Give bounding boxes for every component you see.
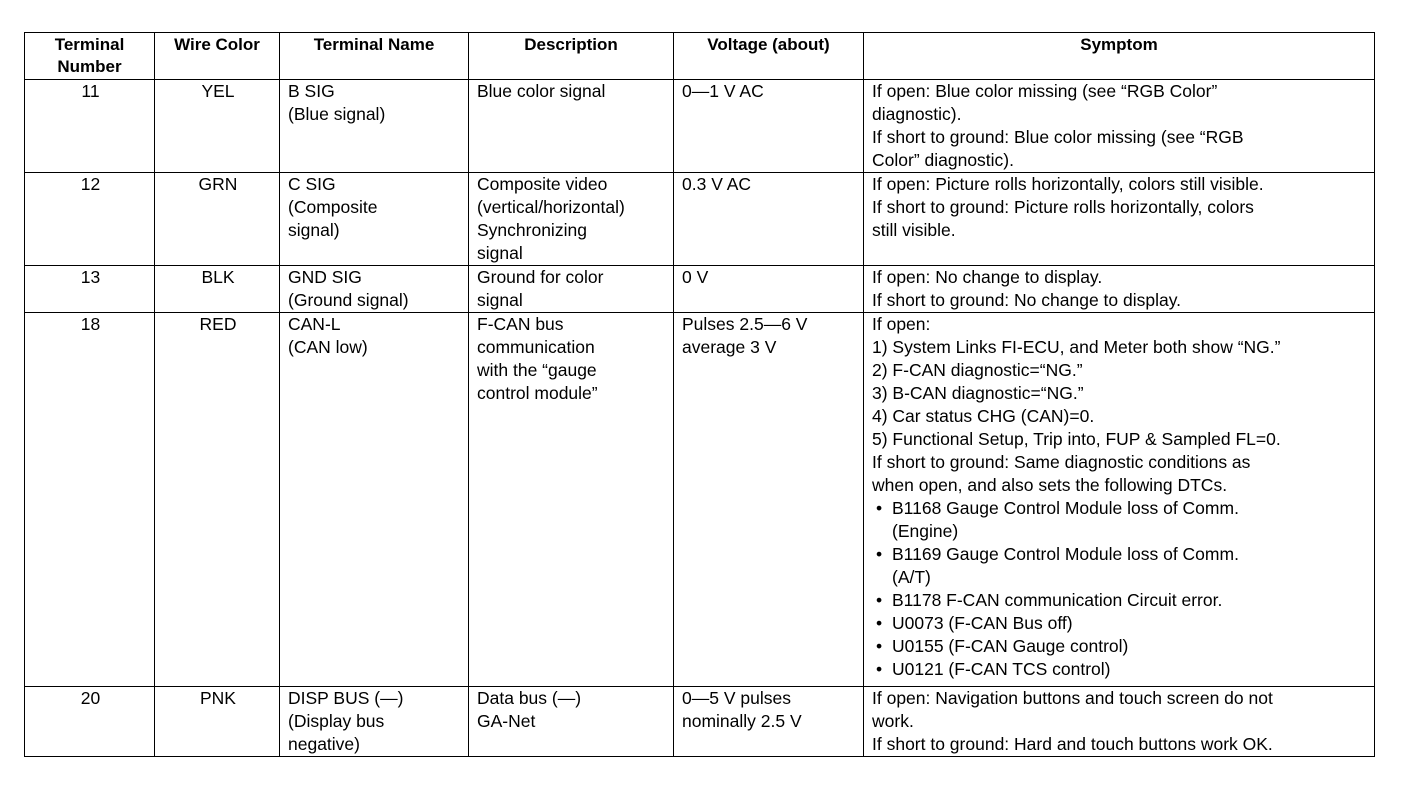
description-cell <box>469 687 674 757</box>
wire-color-cell: BLK <box>155 266 280 313</box>
voltage-cell <box>674 266 864 313</box>
terminal-number-cell: 13 <box>25 266 155 313</box>
description-line: communication <box>477 337 595 357</box>
table-row <box>25 173 1375 266</box>
dtc-item <box>872 589 1368 612</box>
header-description: Description <box>469 33 674 80</box>
terminal-name-line: (Display bus <box>288 711 385 731</box>
wire-color-cell: RED <box>155 313 280 687</box>
terminal-name-line: (Blue signal) <box>288 104 386 124</box>
dtc-line: (Engine) <box>892 521 959 541</box>
symptom-line: 5) Functional Setup, Trip into, FUP & Sampled FL=0. <box>872 429 1281 449</box>
table-body <box>25 80 1375 757</box>
symptom-line: 4) Car status CHG (CAN)=0. <box>872 406 1095 426</box>
dtc-line: (A/T) <box>892 567 931 587</box>
terminal-number-cell: 11 <box>25 80 155 173</box>
terminal-name-line: C SIG <box>288 174 336 194</box>
dtc-item <box>872 658 1368 681</box>
description-line: Data bus (—) <box>477 688 582 708</box>
description-line: Synchronizing <box>477 220 587 240</box>
description-line: Blue color signal <box>477 81 606 101</box>
symptom-line: diagnostic). <box>872 104 962 124</box>
terminal-name-line: signal) <box>288 220 340 240</box>
symptom-cell <box>864 80 1375 173</box>
symptom-cell <box>864 687 1375 757</box>
description-line: signal <box>477 243 523 263</box>
description-line: GA-Net <box>477 711 536 731</box>
symptom-line: If short to ground: Picture rolls horizontally, colors <box>872 197 1254 217</box>
dtc-line: • U0073 (F-CAN Bus off) <box>892 613 1073 633</box>
voltage-cell <box>674 687 864 757</box>
terminal-table <box>24 32 1375 757</box>
dtc-line: • B1178 F-CAN communication Circuit error. <box>892 590 1223 610</box>
terminal-name-cell <box>280 313 469 687</box>
voltage-line: 0 V <box>682 267 709 287</box>
voltage-line: 0.3 V AC <box>682 174 752 194</box>
voltage-line: average 3 V <box>682 337 777 357</box>
symptom-line: If short to ground: Hard and touch buttons work OK. <box>872 734 1273 754</box>
symptom-line: If open: No change to display. <box>872 267 1103 287</box>
voltage-line: 0—1 V AC <box>682 81 764 101</box>
symptom-line: If open: Picture rolls horizontally, colors still visible. <box>872 174 1264 194</box>
description-cell <box>469 173 674 266</box>
symptom-cell <box>864 266 1375 313</box>
voltage-line: nominally 2.5 V <box>682 711 802 731</box>
table-row <box>25 266 1375 313</box>
terminal-name-cell <box>280 266 469 313</box>
symptom-cell <box>864 173 1375 266</box>
dtc-line: • B1169 Gauge Control Module loss of Comm. <box>892 544 1239 564</box>
dtc-item <box>872 543 1368 589</box>
voltage-cell <box>674 313 864 687</box>
header-voltage: Voltage (about) <box>674 33 864 80</box>
terminal-number-cell: 20 <box>25 687 155 757</box>
symptom-line: If short to ground: Blue color missing (see “RGB <box>872 127 1244 147</box>
symptom-line: If short to ground: Same diagnostic conditions as <box>872 452 1251 472</box>
dtc-item <box>872 497 1368 543</box>
description-cell <box>469 80 674 173</box>
dtc-line: • U0121 (F-CAN TCS control) <box>892 659 1111 679</box>
description-cell <box>469 266 674 313</box>
dtc-line: • U0155 (F-CAN Gauge control) <box>892 636 1129 656</box>
table-row <box>25 80 1375 173</box>
dtc-line: • B1168 Gauge Control Module loss of Comm. <box>892 498 1239 518</box>
table-row <box>25 313 1375 687</box>
table-row <box>25 687 1375 757</box>
terminal-name-line: GND SIG <box>288 267 362 287</box>
terminal-name-line: B SIG <box>288 81 335 101</box>
terminal-name-line: (Composite <box>288 197 378 217</box>
voltage-line: 0—5 V pulses <box>682 688 791 708</box>
terminal-name-line: CAN-L <box>288 314 341 334</box>
symptom-line: 2) F-CAN diagnostic=“NG.” <box>872 360 1083 380</box>
header-symptom: Symptom <box>864 33 1375 80</box>
symptom-line: still visible. <box>872 220 956 240</box>
terminal-name-cell <box>280 80 469 173</box>
symptom-cell <box>864 313 1375 687</box>
symptom-line: work. <box>872 711 914 731</box>
terminal-name-line: (Ground signal) <box>288 290 409 310</box>
symptom-line: If short to ground: No change to display. <box>872 290 1182 310</box>
symptom-line: 3) B-CAN diagnostic=“NG.” <box>872 383 1084 403</box>
symptom-line: If open: Blue color missing (see “RGB Color” <box>872 81 1218 101</box>
dtc-item <box>872 612 1368 635</box>
terminal-name-cell <box>280 173 469 266</box>
dtc-list <box>872 497 1368 681</box>
symptom-line: If open: Navigation buttons and touch screen do not <box>872 688 1273 708</box>
description-line: F-CAN bus <box>477 314 564 334</box>
description-cell <box>469 313 674 687</box>
wire-color-cell: GRN <box>155 173 280 266</box>
voltage-line: Pulses 2.5—6 V <box>682 314 808 334</box>
terminal-name-cell <box>280 687 469 757</box>
voltage-cell <box>674 173 864 266</box>
description-line: with the “gauge <box>477 360 597 380</box>
wire-color-cell: YEL <box>155 80 280 173</box>
description-line: control module” <box>477 383 598 403</box>
wire-color-cell: PNK <box>155 687 280 757</box>
symptom-line: Color” diagnostic). <box>872 150 1014 170</box>
voltage-cell <box>674 80 864 173</box>
description-line: signal <box>477 290 523 310</box>
terminal-name-line: (CAN low) <box>288 337 368 357</box>
terminal-name-line: DISP BUS (—) <box>288 688 404 708</box>
terminal-number-cell: 12 <box>25 173 155 266</box>
header-wire-color: Wire Color <box>155 33 280 80</box>
symptom-line: when open, and also sets the following DTCs. <box>872 475 1228 495</box>
dtc-item <box>872 635 1368 658</box>
terminal-number-cell: 18 <box>25 313 155 687</box>
symptom-line: 1) System Links FI-ECU, and Meter both show “NG.” <box>872 337 1281 357</box>
symptom-line: If open: <box>872 314 931 334</box>
header-row <box>25 33 1375 80</box>
description-line: Composite video <box>477 174 608 194</box>
header-terminal-name: Terminal Name <box>280 33 469 80</box>
header-terminal-number: Terminal Number <box>25 33 155 80</box>
terminal-name-line: negative) <box>288 734 360 754</box>
description-line: Ground for color <box>477 267 604 287</box>
description-line: (vertical/horizontal) <box>477 197 625 217</box>
